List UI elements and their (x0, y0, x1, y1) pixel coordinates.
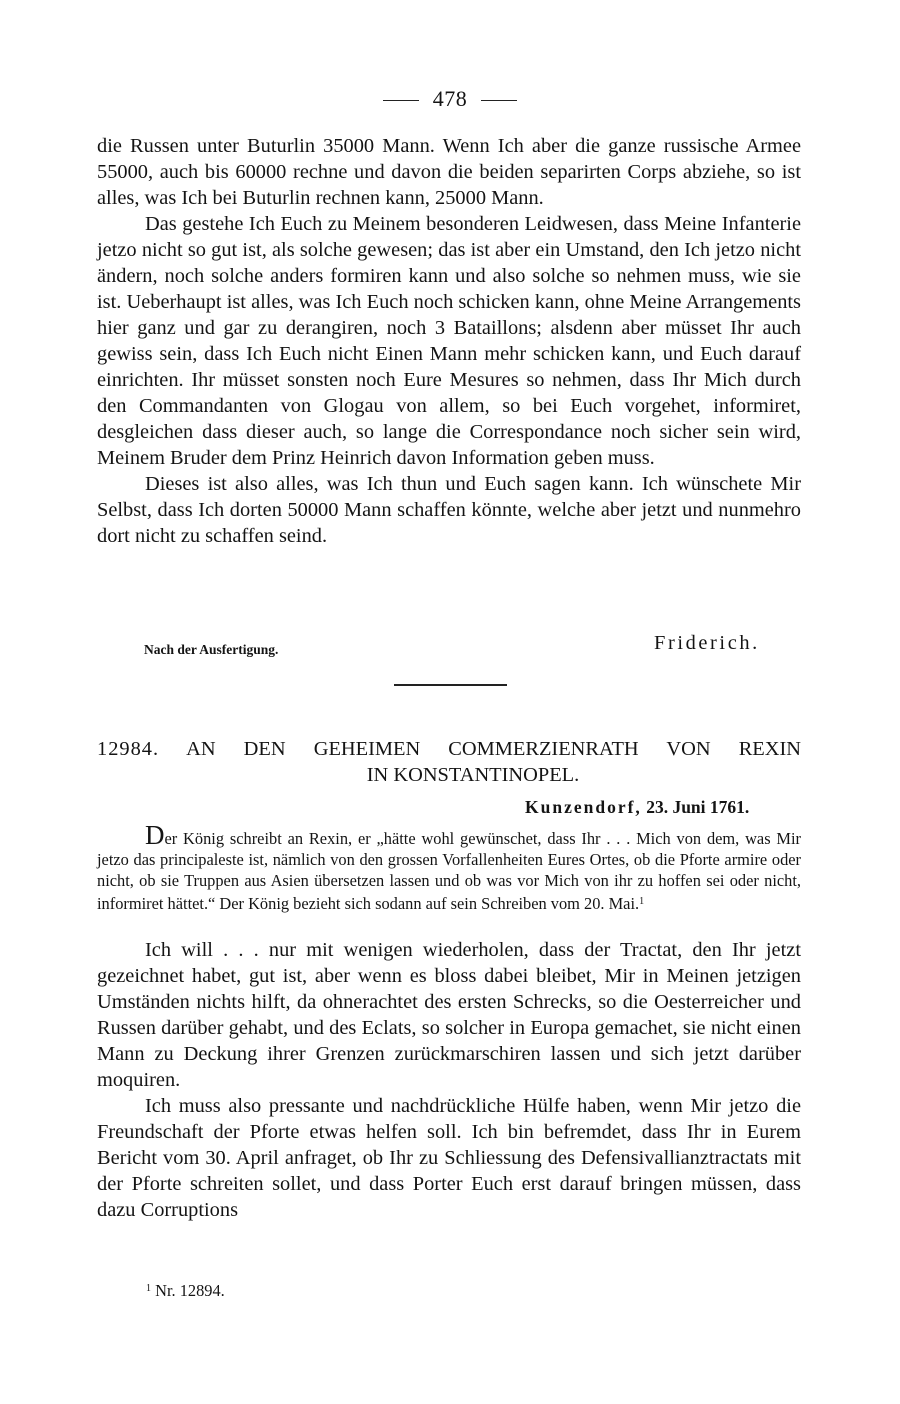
section-separator (394, 684, 507, 686)
page-number: 478 (432, 86, 468, 111)
summary-text: er König schreibt an Rexin, er „hätte wohl gewünschet, dass Ihr . . . Mich von dem, was Mir jetzo das principaleste ist, nämlich von den grossen Vorfallenheiten Eures Ortes, ob die Pforte armire oder nicht, ob sie Truppen aus Asien übersetzen lassen und ob was vor Mich von ihr zu hoffen sei oder nicht, informiret hättet.“ Der König bezieht sich sodann auf sein Schreiben vom 20. Mai. (97, 829, 801, 913)
right-dash (481, 100, 517, 101)
letter-paragraph-1: Ich will . . . nur mit wenigen wiederholen, dass der Tractat, den Ihr jetzt gezeichnet habet, gut ist, aber wenn es bloss dabei bleibet, Mir in Meinen jetzigen Umständen nichts hilft, da ohnerachtet des ersten Schrecks, so die Oesterreicher und Russen darüber gehabt, und des Eclats, so solcher in Europa gemachet, sie nicht einen Mann zu Deckung ihrer Grenzen zurückmarschiren lassen und sich jetzt darüber moquiren. (97, 939, 801, 1091)
dateline-date: 23. Juni 1761. (646, 797, 750, 817)
letter-title-line-1: AN DEN GEHEIMEN COMMERZIENRATH VON REXIN (186, 738, 801, 760)
left-dash (383, 100, 419, 101)
letter-summary (97, 820, 801, 914)
footnote (146, 1281, 225, 1301)
footnote-mark: 1 (146, 1283, 151, 1294)
letter-heading (97, 736, 801, 788)
dateline-place: Kunzendorf, (525, 797, 642, 817)
letter-paragraph-2: Ich muss also pressante und nachdrückliche Hülfe haben, wenn Mir jetzo die Freundschaft der Pforte etwas helfen soll. Ich bin befremdet, dass Ihr in Eurem Bericht vom 30. April anfraget, ob Ihr zu Schliessung des Defensivallianztractats mit der Pforte schreiten sollet, und dass Porter Euch erst darauf bringen müssen, dass dazu Corruptions (97, 1095, 801, 1221)
heading-line-1 (97, 736, 801, 762)
continued-letter-text (97, 133, 801, 549)
letter-title-line-2: IN KONSTANTINOPEL. (366, 764, 580, 786)
letter-number: 12984. (97, 738, 160, 760)
footnote-text: Nr. 12894. (155, 1281, 225, 1300)
page-number-header (0, 86, 900, 112)
signature: Friderich. (654, 632, 760, 654)
paragraph-2: Das gestehe Ich Euch zu Meinem besonderen Leidwesen, dass Meine Infanterie jetzo nicht so gut ist, als solche gewesen; das ist aber ein Umstand, den Ich jetzo nicht ändern, noch solche anders formiren kann und also solche so nehmen muss, wie sie ist. Ueberhaupt ist alles, was Ich Euch noch schicken kann, ohne Meine Arrangements hier ganz und gar zu derangiren, noch 3 Bataillons; alsdenn aber müsset Ihr auch gewiss sein, dass Ich Euch nicht Einen Mann mehr schicken kann, und Euch darauf einrichten. Ihr müsset sonsten noch Eure Mesures so nehmen, dass Ihr Mich durch den Commandanten von Glogau von allem, so bei Euch vorgehet, informiret, desgleichen dass dieser auch, so lange die Correspondance noch sicher sein wird, Meinem Bruder dem Prinz Heinrich davon Information geben muss. (97, 213, 801, 469)
summary-dropcap: D (145, 820, 165, 850)
summary-footnote-mark: 1 (639, 896, 645, 907)
summary-paragraph (97, 820, 801, 914)
paragraph-3: Dieses ist also alles, was Ich thun und Euch sagen kann. Ich wünschete Mir Selbst, dass Ich dorten 50000 Mann schaffen könnte, welche aber jetzt und nunmehro dort nicht zu schaffen seind. (97, 473, 801, 547)
source-note: Nach der Ausfertigung. (144, 642, 279, 657)
dateline (525, 797, 749, 818)
letter-body (97, 937, 801, 1223)
paragraph-1: die Russen unter Buturlin 35000 Mann. Wenn Ich aber die ganze russische Armee 55000, auch bis 60000 rechne und davon die beiden separirten Corps abziehe, so ist alles, was Ich bei Buturlin rechnen kann, 25000 Mann. (97, 135, 801, 209)
